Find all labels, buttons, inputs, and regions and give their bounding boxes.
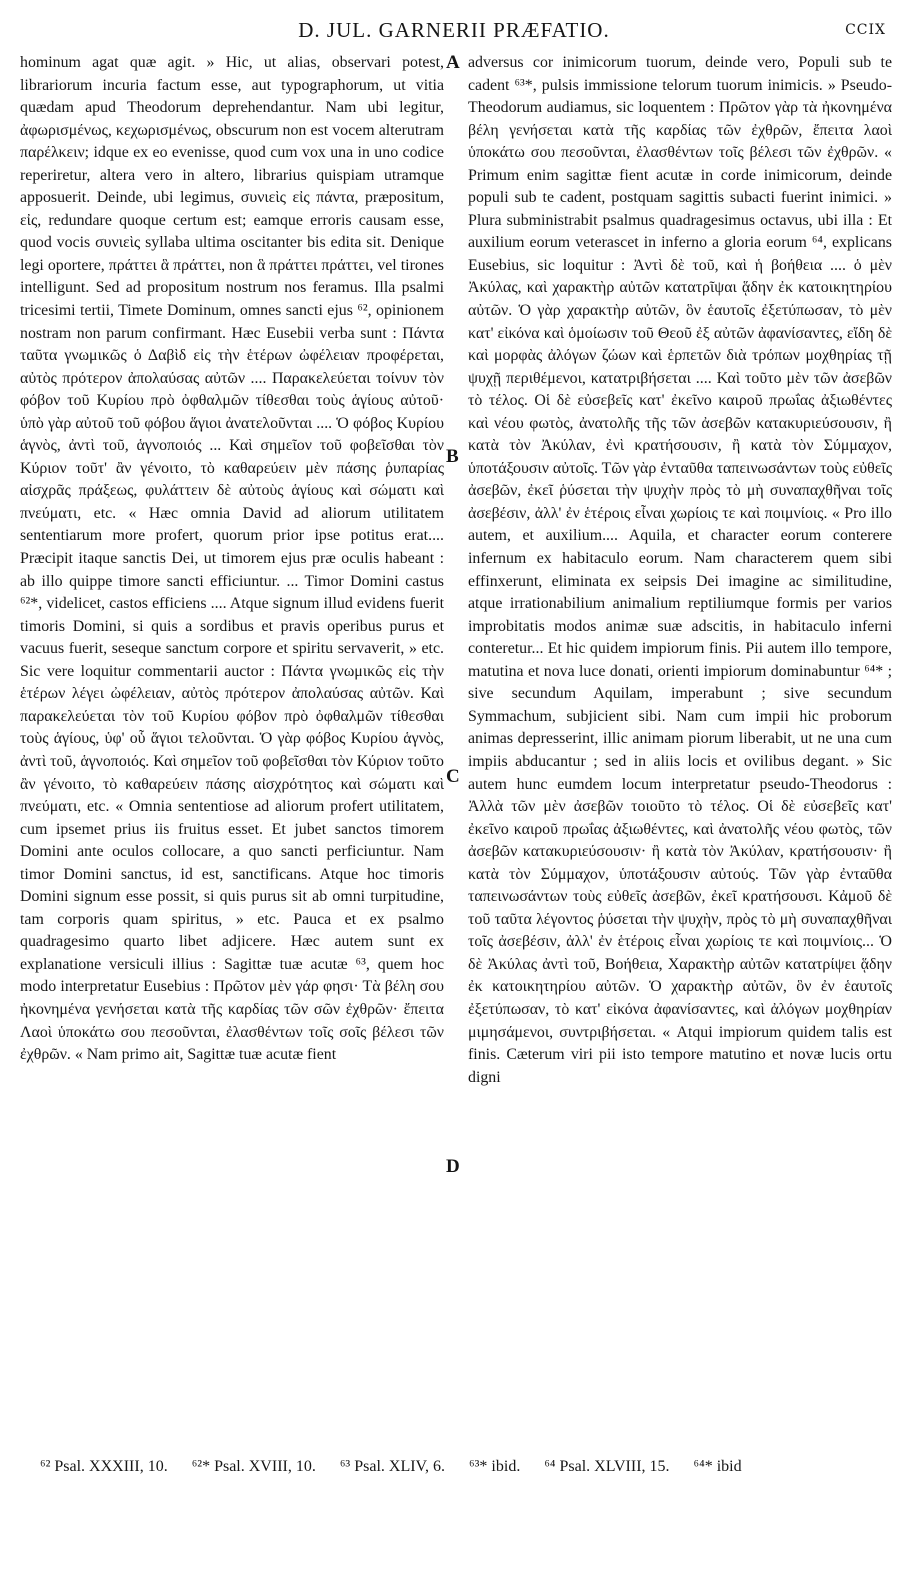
page-number: CCIX bbox=[845, 22, 886, 38]
footnote: ⁶³* ibid. bbox=[469, 1458, 521, 1475]
margin-letter-d: D bbox=[446, 1156, 460, 1177]
margin-letter-c: C bbox=[446, 766, 460, 787]
left-column bbox=[20, 52, 444, 1422]
margin-letter-b: B bbox=[446, 446, 459, 467]
footnote: ⁶³ Psal. XLIV, 6. bbox=[339, 1458, 446, 1475]
footnote: ⁶⁴* ibid bbox=[693, 1458, 742, 1475]
page-header bbox=[16, 12, 892, 52]
footnotes bbox=[40, 1458, 860, 1476]
footnote: ⁶⁴ Psal. XLVIII, 15. bbox=[544, 1458, 670, 1475]
right-column-text: adversus cor inimicorum tuorum, deinde vero, Populi sub te cadent ⁶³*, pulsis immissione telorum tuorum inimicis. » Pseudo-Theodorum audiamus, sic loquentem : Πρῶτον γὰρ τὰ ἠκονημένα βέλη γενήσεται κατὰ τῆς καρδίας τῶν ἐχθρῶν, ἔπειτα λαοὶ ὑποκάτω σου πεσοῦνται, ἐλασθέντων τοῖς βέλεσι τῶν ἐχθρῶν. « Primum enim sagittæ fient acutæ in corde inimicorum, deinde populi sub te cadent, postquam sagittis subacti fuerint inimici. » Plura subministrabit psalmus quadragesimus octavus, ubi illa : Et auxilium eorum veterascet in inferno a gloria eorum ⁶⁴, explicans Eusebius, sic loquitur : Ἀντὶ δὲ τοῦ, καὶ ἡ βοήθεια .... ὁ μὲν Ἀκύλας, καὶ χαρακτὴρ αὐτῶν κατατρῖψαι ᾅδην ἐκ κατοικητηρίου αὐτῶν. Ὁ γὰρ χαρακτὴρ αὐτῶν, ὃν ἑαυτοῖς ἐξετύπωσαν, τὸ μὲν κατ' εἰκόνα καὶ ὁμοίωσιν τοῦ Θεοῦ ἐξ αὐτῶν ἀφανίσαντες, εἴδη δὲ καὶ μορφὰς ἀλόγων ζώων καὶ ἑρπετῶν διὰ τρόπων μοχθηρίας τῇ ψυχῇ περιθέμενοι, κατατριβήσεται .... Καὶ τοῦτο μὲν τῶν ἀσεβῶν τὸ τέλος. Οἱ δὲ εὐσεβεῖς κατ' ἐκεῖνο καιροῦ πρωΐας ἀξιωθέντες καὶ νέου φωτὸς, ἀνατολῆς τῆς τῶν ἀσεβῶν κατακυριεύσουσιν, ἢ κατὰ τὸν Ἀκύλαν, ἐνὶ κρατήσουσιν, ἢ κατὰ τὸν Σύμμαχον, ὑποτάξουσιν αὐτοῖς. Τῶν γὰρ ἐνταῦθα ταπεινωσάντων τοὺς εὐθεῖς ἀσεβῶν, ἐκεῖ ῥύσεται τὴν ψυχὴν πρὸς τὸ μὴ συναπαχθῆναι τοῖς ἀσεβέσιν, ἀλλ' ἐν ἑτέροις εἶναι χωρίοις τε καὶ ποιμνίοις. « Pro illo autem, et auxilium.... Aquila, et character eorum conterere infernum ex habitaculo eorum. Nam characterem quem sibi effinxerunt, eliminata ex seipsis Dei imagine ac similitudine, atque irrationabilium animalium reptiliumque formis per varios improbitatis modos animæ suæ adscitis, in habitaculo inferni conteretur... Et hic quidem impiorum finis. Pii autem illo tempore, matutina et nova luce donati, orienti impiorum dominabuntur ⁶⁴* ; sive secundum Aquilam, imperabunt ; sive secundum Symmachum, subjicient sibi. Nam cum impii hic proborum animas depresserint, illic animam piorum liberabit, ut ne una cum impiis abducantur ; sed in aliis locis et ovilibus degant. » Sic autem hunc eumdem locum interpretatur pseudo-Theodorus : Ἀλλὰ τῶν μὲν ἀσεβῶν τοιοῦτο τὸ τέλος. Οἱ δὲ εὐσεβεῖς κατ' ἐκεῖνο καιροῦ πρωΐας ἀξιωθέντες, καὶ ἀνατολῆς νέου φωτὸς, τῶν ἀσεβῶν κατακυριεύσουσιν· ἢ κατὰ τὸν Ἀκύλαν, κρατήσουσιν· ἢ κατὰ τὸν Σύμμαχον, ὑποτάξουσιν αὐτούς. Τῶν γὰρ ἐνταῦθα ταπεινωσάντων τοὺς εὐθεῖς ἀσεβῶν, ἐκεῖ κρατήσουσι. Κἀμοῦ δὲ τοῦ ταῦτα λέγοντος ῥύσεται τὴν ψυχὴν, πρὸς τὸ μὴ συναπαχθῆναι τοῖς ἀσεβέσιν, ἀλλ' ἐν ἑτέροις εἶναι χωρίοις τε καὶ ποιμνίοις... Ὁ δὲ Ἀκύλας ἀντὶ τοῦ, Βοήθεια, Χαρακτὴρ αὐτῶν κατατρίψει ᾅδην ἐκ κατοικητηρίου αὐτῶν. Ὁ χαρακτὴρ αὐτῶν, ὃν ἐν ἑαυτοῖς ἐξετύπωσαν, τὸ κατ' εἰκόνα ἀφανίσαντες, καὶ ἀλόγων μοχθηρίαν μιμησάμενοι, συντριβήσεται. « Atqui impiorum quidem talis est finis. Cæterum viri pii isto tempore matutino et novæ lucis ortu digni bbox=[468, 54, 892, 1086]
right-column bbox=[468, 52, 892, 1422]
page-title: D. JUL. GARNERII PRÆFATIO. bbox=[298, 18, 610, 42]
margin-letter-a: A bbox=[446, 52, 460, 73]
footnote: ⁶²* Psal. XVIII, 10. bbox=[191, 1458, 316, 1475]
left-column-text: hominum agat quæ agit. » Hic, ut alias, observari potest, librariorum incuria factum esse, aut typographorum, ut vitia quædam apud Theodorum deprehendantur. Nam ubi legitur, ἀφωρισμένως, κεχωρισμένως, obscurum non est vocem alterutram παρέλκειν; idque ex eo evenisse, quod cum vox una in uno codice reperiretur, altera vero in altero, librarius quispiam utramque apposuerit. Deinde, ubi legimus, συνιεὶς εἰς πάντα, præpositum, εἰς, redundare quoque certum est; eamque erroris causam esse, quod vocis συνιεὶς syllaba ultima oscitanter bis edita sit. Denique legi oportere, πράττει ἃ πράττει, non ἃ πράττει πράττει, vel tirones intelligunt. Sed ad propositum nostrum nos feramus. Illa psalmi tricesimi tertii, Timete Dominum, omnes sancti ejus ⁶², opinionem nostram non parum confirmant. Hæc Eusebii verba sunt : Πάντα ταῦτα γνωμικῶς ὁ Δαβὶδ εἰς τὴν ἑτέρων ὠφέλειαν προφέρεται, αὐτὸς πρότερον ἀπολαύσας αὐτῶν .... Παρακελεύεται τοίνυν τὸν φόβον τοῦ Κυρίου πρὸ ὀφθαλμῶν τίθεσθαι τοὺς ἁγίους αὐτοῦ· ὑπὸ γὰρ αὐτοῦ τοῦ φόβου ἅγιοι ἀνατελοῦνται .... Ὁ φόβος Κυρίου ἁγνὸς, ἀντὶ τοῦ, ἁγνοποιός ... Καὶ σημεῖον τοῦ φοβεῖσθαι τὸν Κύριον τοῦτ' ἂν γένοιτο, τὸ καθαρεύειν μὲν πάσης ῥυπαρίας αἰσχρᾶς πράξεως, φυλάττειν δὲ αὐτοὺς ἁγίους καὶ σώματι καὶ πνεύματι, etc. « Hæc omnia David ad aliorum utilitatem sententiarum more profert, quorum prior ipse potitus erat.... Præcipit itaque sanctis Dei, ut timorem ejus præ oculis habeant : ab illo quippe timore sancti efficiuntur. ... Timor Domini castus ⁶²*, videlicet, castos efficiens .... Atque signum illud evidens fuerit timoris Domini, si quis a sordibus et pravis operibus purus et vacuus fuerit, seseque sanctum corpore et spiritu servaverit, » etc. Sic vere loquitur commentarii auctor : Πάντα γνωμικῶς εἰς τὴν ἑτέρων λέγει ὠφέλειαν, αὐτὸς πρότερον ἀπολαύσας αὐτῶν. Καὶ παρακελεύεται τὸν τοῦ Κυρίου φόβον πρὸ ὀφθαλμῶν τίθεσθαι τοὺς ἁγίους, ὑφ' οὗ ἅγιοι τελοῦνται. Ὁ γὰρ φόβος Κυρίου ἁγνὸς, ἀντὶ τοῦ, ἁγνοποιός. Καὶ σημεῖον τοῦ φοβεῖσθαι τὸν Κύριον τοῦτο ἂν γένοιτο, τὸ καθαρεύειν πάσης αἰσχρότητος καὶ σώματι καὶ πνεύματι, etc. « Omnia sententiose ad aliorum profert utilitatem, cum ipsemet prius iis fruitus esset. Et jubet sanctos timorem Domini ante oculos collocare, a quo sancti perficiuntur. Nam timor Domini sanctus, id est, sanctificans. Atque hoc timoris Domini signum esse possit, si quis purus sit ab omni turpitudine, tam corporis quam spiritus, » etc. Pauca et ex psalmo quadragesimo quarto libet adjicere. Hæc autem sunt ex explanatione versiculi illius : Sagittæ tuæ acutæ ⁶³, quem hoc modo interpretatur Eusebius : Πρῶτον μὲν γάρ φησι· Τὰ βέλη σου ἠκονημένα γενήσεται κατὰ τῆς καρδίας τῶν σῶν ἐχθρῶν· ἔπειτα Λαοὶ ὑποκάτω σου πεσοῦνται, ἐλασθέντων τοῖς σοῖς βέλεσι τῶν ἐχθρῶν. « Nam primo ait, Sagittæ tuæ acutæ fient bbox=[20, 54, 444, 1064]
footnote: ⁶² Psal. XXXIII, 10. bbox=[40, 1458, 168, 1475]
